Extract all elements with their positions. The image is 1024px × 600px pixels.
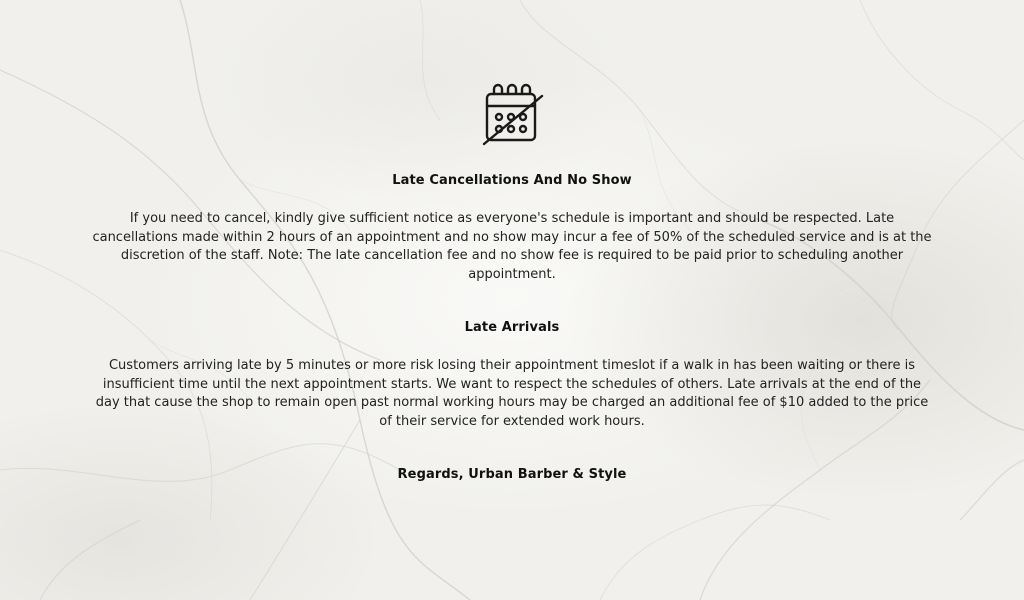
section-body-late-cancellations: If you need to cancel, kindly give sufficient notice as everyone's schedule is important and should be respected. Late cancellations made within 2 hours of an appointment and no show may incur a fee of 50% of the scheduled service and is at the discretion of the staff. Note: The late cancellation fee and no show fee is required to be paid prior to scheduling another appointment.	[92, 211, 932, 282]
section-title-late-arrivals: Late Arrivals	[464, 320, 560, 335]
signoff-text: Regards, Urban Barber & Style	[397, 467, 627, 482]
calendar-cancel-icon	[480, 82, 544, 146]
section-title-late-cancellations: Late Cancellations And No Show	[392, 173, 632, 188]
section-body-late-arrivals: Customers arriving late by 5 minutes or more risk losing their appointment timeslot if a walk in has been waiting or there is insufficient time until the next appointment starts. We want to respect the schedules of others. Late arrivals at the end of the day that cause the shop to remain open past normal working hours may be charged an additional fee of $10 added to the price of their service for extended work hours.	[95, 358, 929, 429]
